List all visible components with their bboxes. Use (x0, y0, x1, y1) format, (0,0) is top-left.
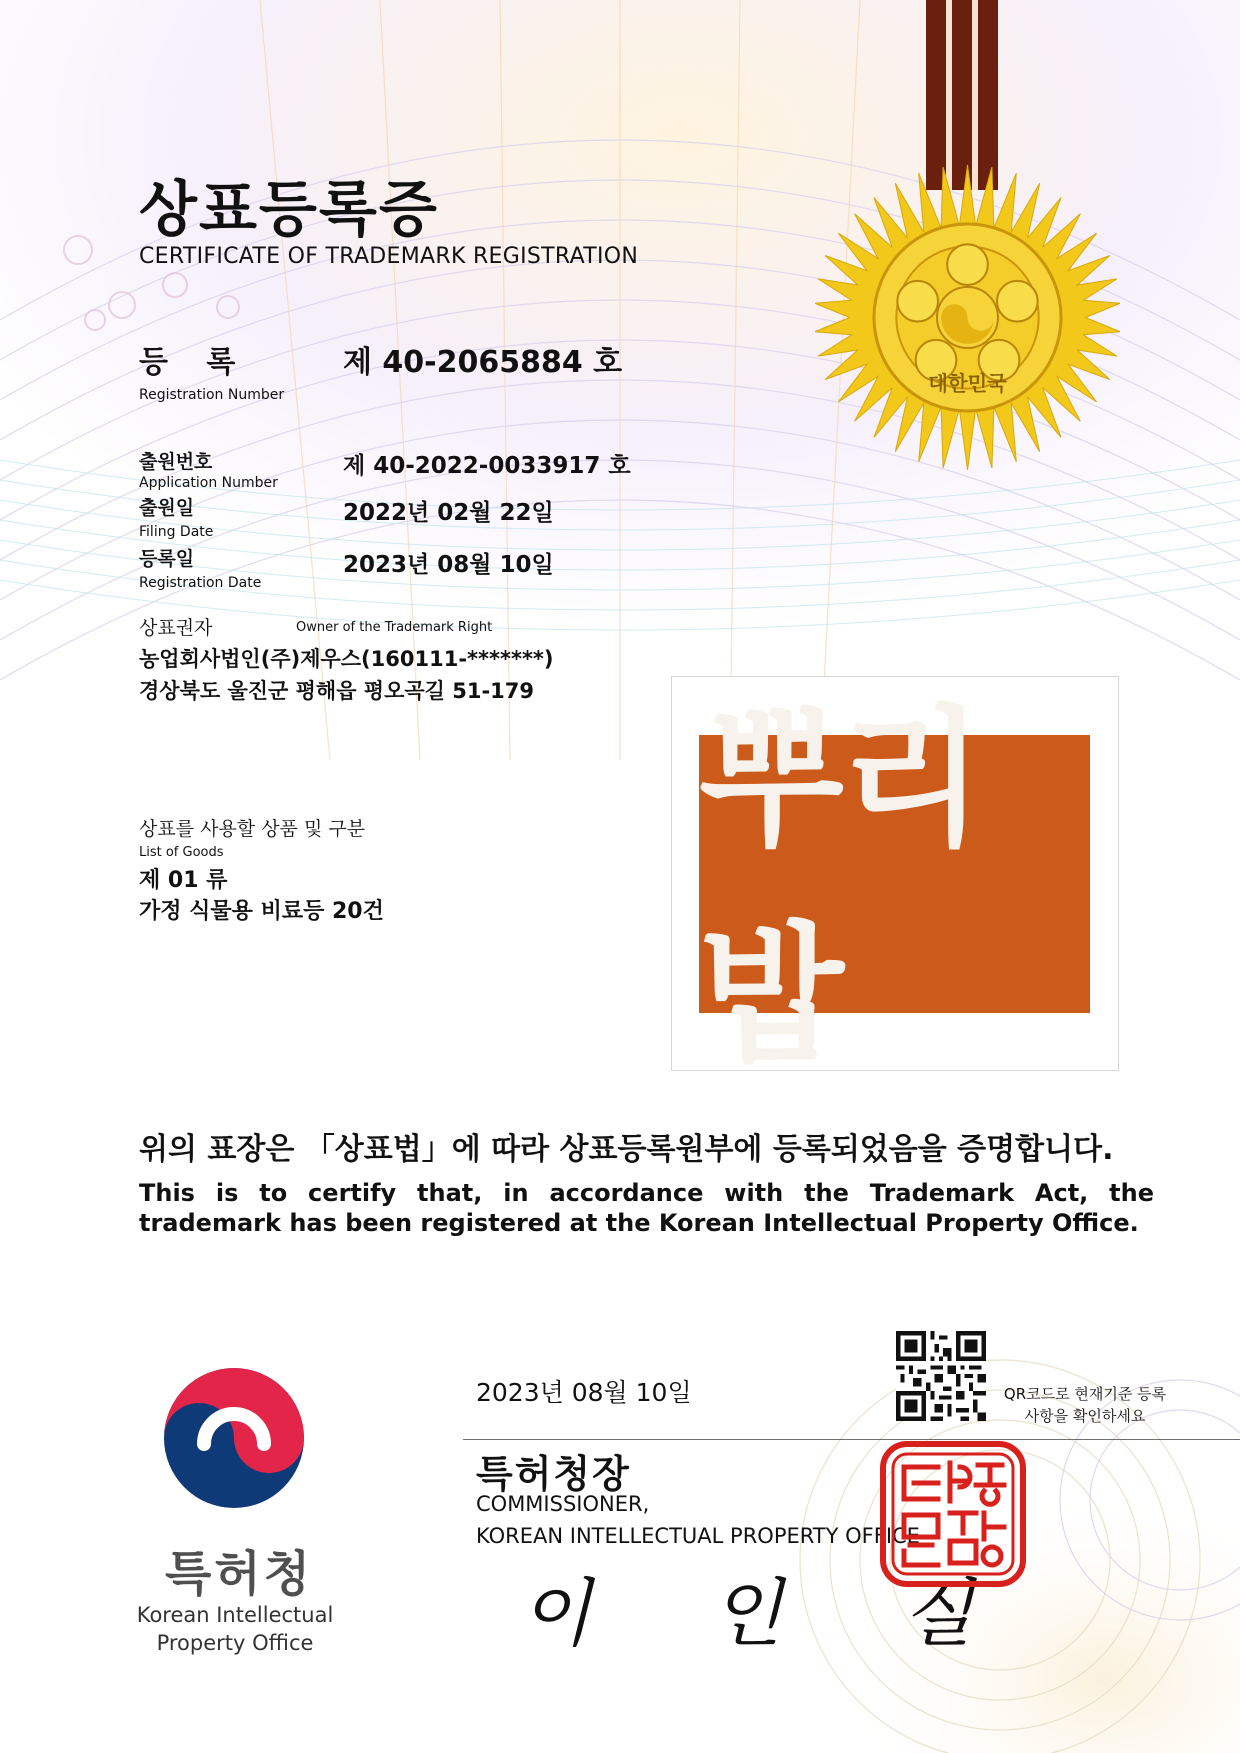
goods-label-ko: 상표를 사용할 상품 및 구분 (139, 818, 366, 840)
commissioner-title-en-line1: COMMISSIONER, (476, 1492, 650, 1516)
registration-label-en: Registration Number (139, 387, 285, 403)
commissioner-title-en-line2: KOREAN INTELLECTUAL PROPERTY OFFICE (476, 1524, 920, 1548)
goods-class: 제 01 류 (139, 868, 228, 893)
certification-statement-ko: 위의 표장은 「상표법」에 따라 상표등록원부에 등록되었음을 증명합니다. (139, 1132, 1114, 1167)
commissioner-signature: 이 인 실 (520, 1571, 1022, 1657)
registration-label-ko: 등 록 (139, 345, 250, 380)
commissioner-divider (463, 1439, 1240, 1440)
application-label-en: Application Number (139, 475, 278, 491)
owner-address: 경상북도 울진군 평해읍 평오곡길 51-179 (139, 679, 535, 703)
goods-items: 가정 식물용 비료등 20건 (139, 899, 384, 924)
registration-number: 제 40-2065884 호 (343, 345, 623, 380)
qr-note: QR코드로 현재기준 등록사항을 확인하세요 (1003, 1385, 1167, 1425)
filing-label-ko: 출원일 (139, 497, 195, 519)
registration-date-label-ko: 등록일 (139, 548, 195, 570)
filing-date: 2022년 02월 22일 (343, 500, 554, 526)
issue-date: 2023년 08월 10일 (476, 1378, 692, 1407)
kipo-name-ko: 특허청 (165, 1546, 314, 1602)
goods-label-en: List of Goods (139, 845, 224, 860)
filing-label-en: Filing Date (139, 524, 214, 540)
certificate-title-en: CERTIFICATE OF TRADEMARK REGISTRATION (139, 244, 639, 269)
owner-name: 농업회사법인(주)제우스(160111-*******) (139, 647, 554, 671)
registration-date: 2023년 08월 10일 (343, 552, 554, 578)
certification-statement-en: This is to certify that, in accordance with the Trademark Act, the trademark has been registered at the Korean Intellectual Property Office. (139, 1179, 1154, 1237)
qr-code[interactable] (896, 1331, 986, 1421)
application-number: 제 40-2022-0033917 호 (343, 453, 631, 479)
kipo-name-en: Korean Intellectual Property Office (136, 1603, 334, 1655)
trademark-text: 뿌리밥 (699, 693, 981, 1083)
kipo-taegeuk-logo (162, 1366, 306, 1510)
owner-label-ko: 상표권자 (139, 617, 213, 639)
certificate-title-ko: 상표등록증 (139, 175, 439, 245)
application-label-ko: 출원번호 (139, 451, 213, 473)
owner-label-en: Owner of the Trademark Right (296, 620, 493, 635)
national-seal-medal (815, 165, 1120, 470)
trademark-image (699, 693, 1090, 1083)
official-red-stamp (880, 1441, 1026, 1587)
medal-text: 대한민국 (928, 371, 1007, 396)
commissioner-title-ko: 특허청장 (476, 1452, 631, 1496)
registration-date-label-en: Registration Date (139, 575, 262, 591)
